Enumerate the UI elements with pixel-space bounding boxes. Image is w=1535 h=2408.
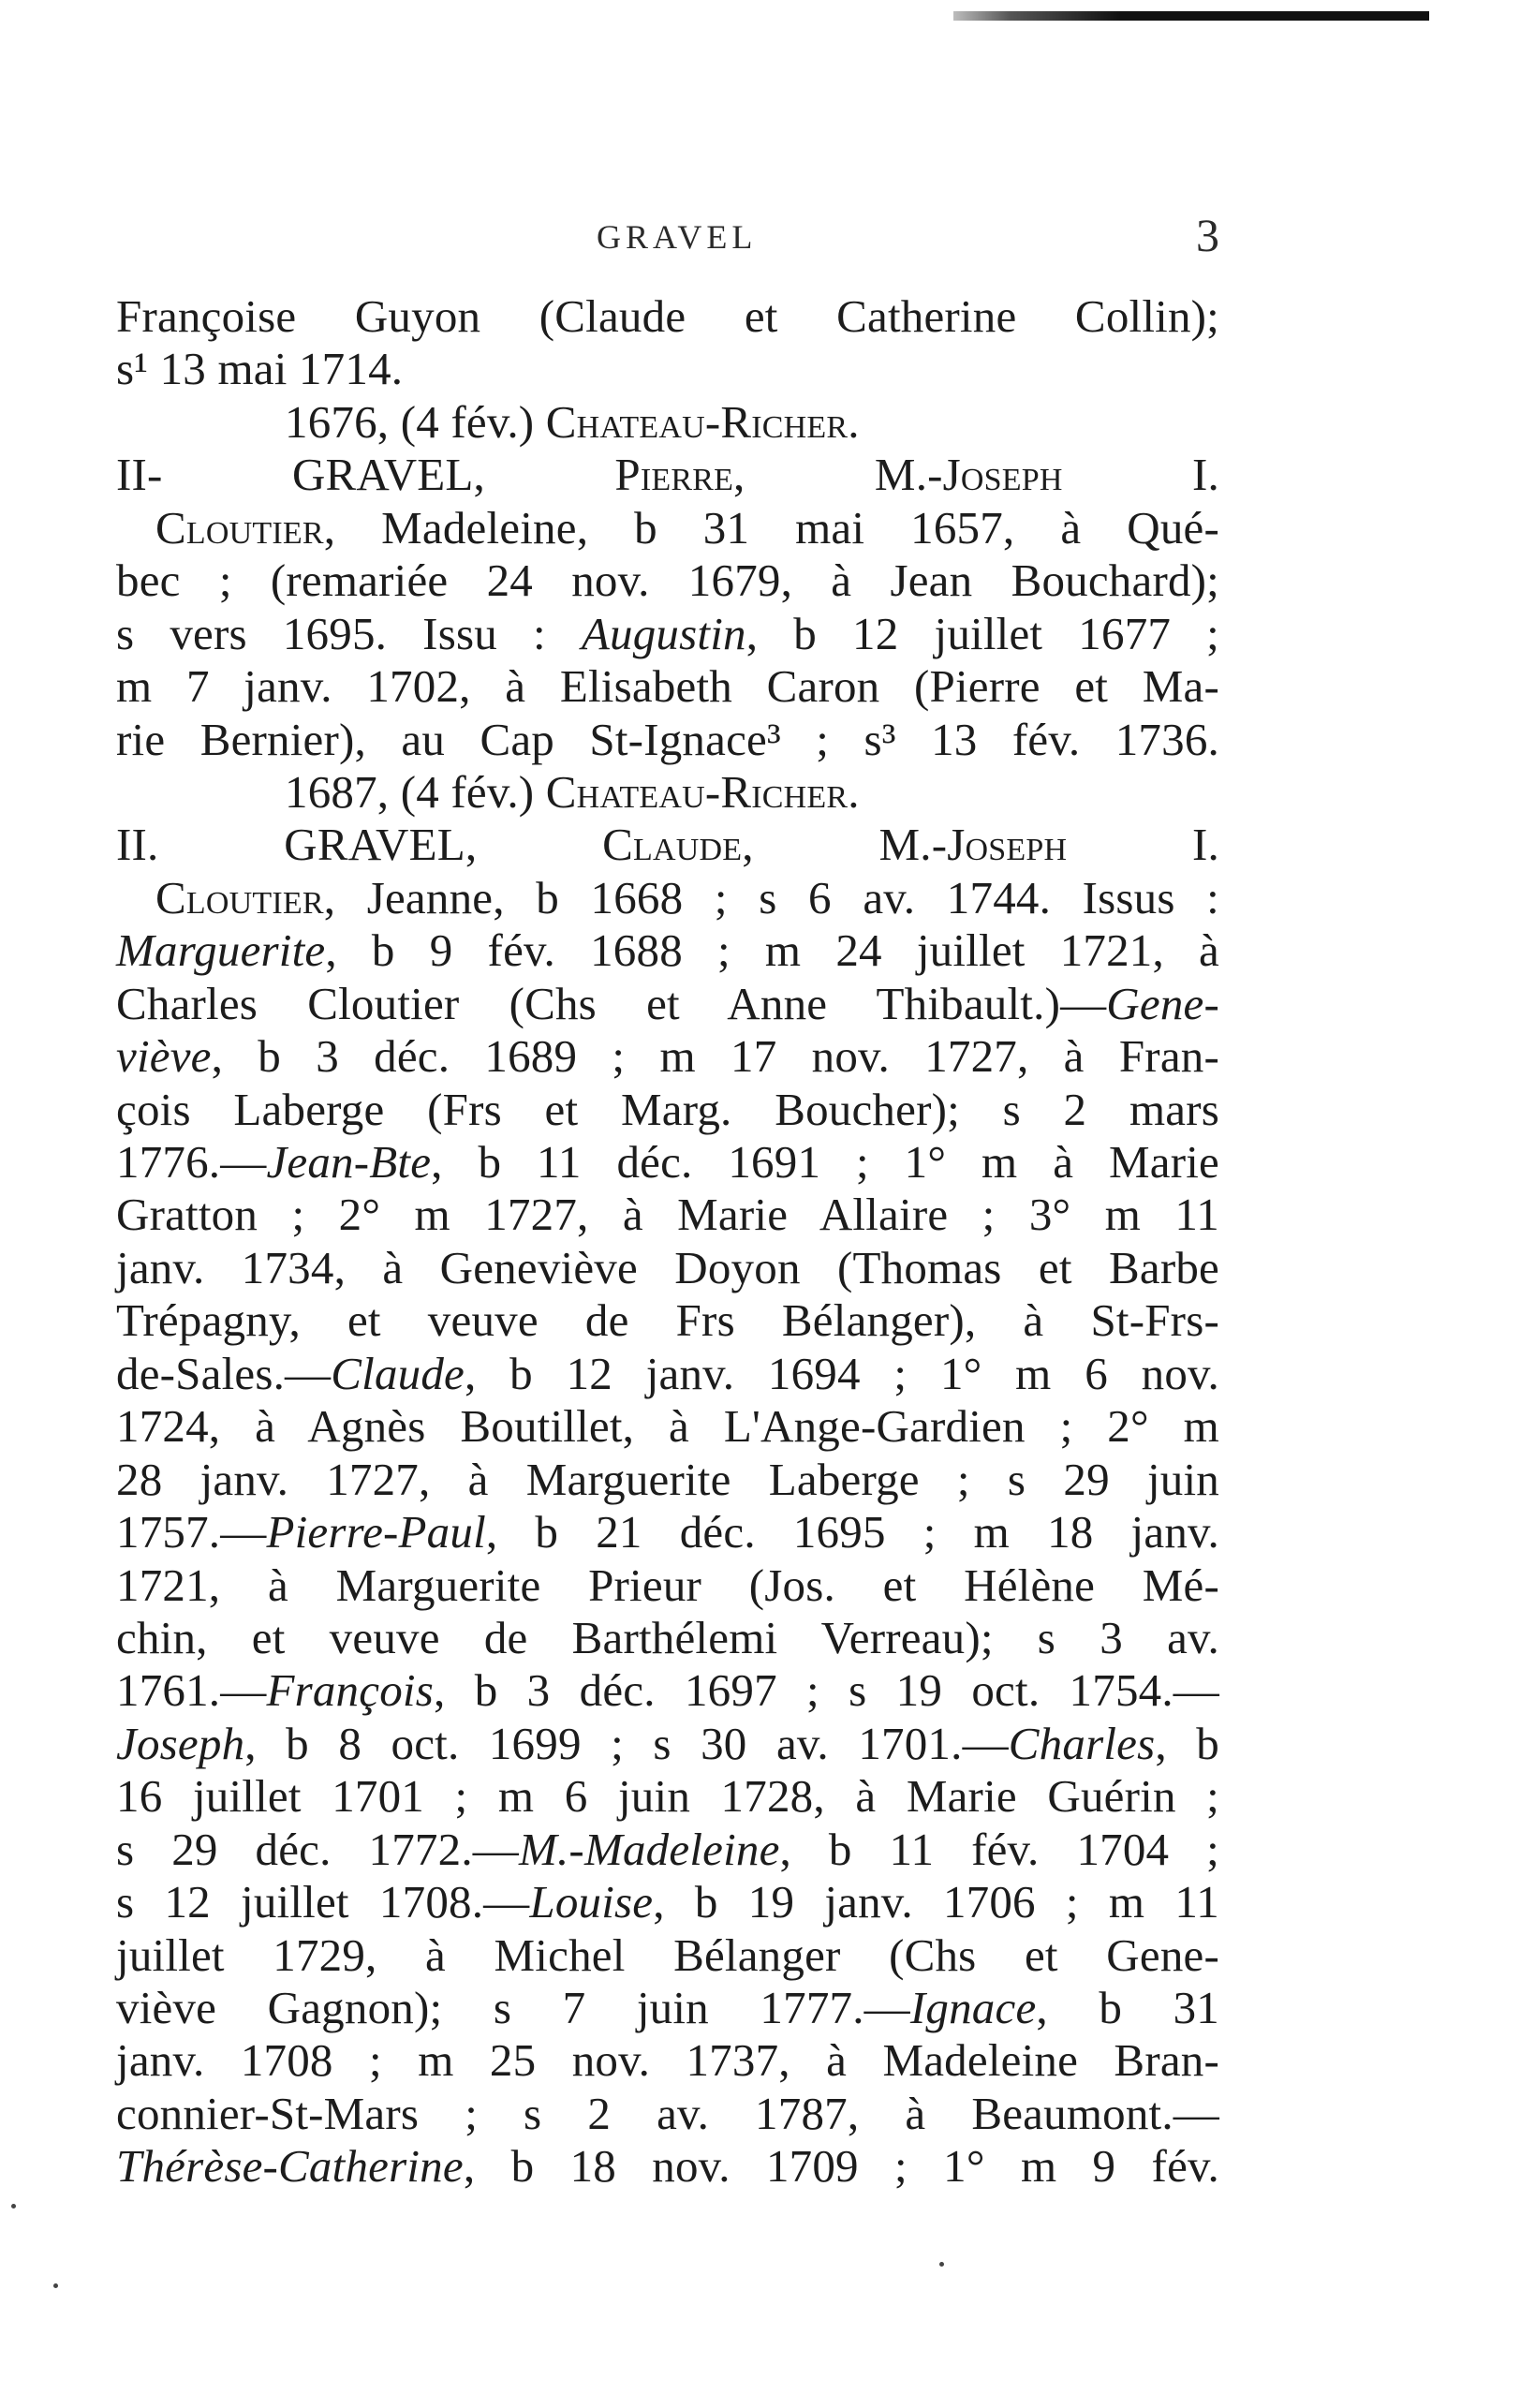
text-line: [116, 714, 1219, 766]
text-span: , Jeanne, b 1668 ; s 6 av. 1744. Issus :: [323, 871, 1219, 923]
text-line: [116, 1400, 1219, 1453]
text-span: 1761.—: [116, 1664, 267, 1717]
text-span: , b 12 janv. 1694 ; 1° m 6 nov.: [465, 1347, 1219, 1399]
child-name: Claude: [331, 1347, 465, 1399]
text-line: [116, 1294, 1219, 1347]
text-span: , b 31: [1036, 1982, 1219, 2033]
entry-heading: [116, 819, 1219, 871]
text-span: s 29 déc. 1772.—: [116, 1823, 519, 1875]
entry-given-name: Pierre,: [614, 449, 745, 501]
text-span: 1724, à Agnès Boutillet, à L'Ange-Gardien ; 2° m: [116, 1400, 1219, 1453]
text-line: [116, 1982, 1219, 2034]
text-line: [116, 872, 1219, 924]
text-span: , b: [1155, 1717, 1219, 1769]
text-line: [116, 343, 1219, 395]
text-span: m 7 janv. 1702, à Elisabeth Caron (Pierre et Ma-: [116, 660, 1219, 713]
text-line: [116, 1242, 1219, 1294]
text-span: rie Bernier), au Cap St-Ignace³ ; s³ 13 fév. 1736.: [116, 713, 1219, 765]
text-line: [116, 1506, 1219, 1559]
text-line: [116, 978, 1219, 1030]
child-name: Augustin: [581, 607, 746, 659]
text-line: [116, 502, 1219, 554]
text-span: s 12 juillet 1708.—: [116, 1876, 530, 1928]
text-span: , b 3 déc. 1689 ; m 17 nov. 1727, à Fran-: [211, 1030, 1219, 1083]
text-span: 16 juillet 1701 ; m 6 juin 1728, à Marie Guérin ;: [116, 1770, 1219, 1823]
text-line: [116, 1348, 1219, 1400]
marriage-date: 1676, (4 fév.): [285, 395, 546, 448]
text-line: [116, 1664, 1219, 1717]
text-span: viève Gagnon); s 7 juin 1777.—: [116, 1982, 910, 2033]
text-line: [116, 1770, 1219, 1823]
child-name: Gene-: [1106, 977, 1219, 1029]
text-line: [116, 1084, 1219, 1136]
entry-heading: [116, 449, 1219, 501]
text-span: Françoise Guyon (Claude et Catherine Collin);: [116, 290, 1219, 342]
text-span: , b 11 fév. 1704 ;: [779, 1823, 1219, 1875]
text-span: janv. 1708 ; m 25 nov. 1737, à Madeleine Bran-: [116, 2034, 1219, 2087]
child-name: François: [266, 1664, 434, 1717]
running-title: GRAVEL: [597, 218, 758, 256]
text-span: chin, et veuve de Barthélemi Verreau); s 3 av.: [116, 1611, 1219, 1663]
text-span: juillet 1729, à Michel Bélanger (Chs et Gene-: [116, 1928, 1219, 1981]
text-line: [116, 1136, 1219, 1189]
text-span: connier-St-Mars ; s 2 av. 1787, à Beaumont.—: [116, 2087, 1219, 2139]
text-line: [116, 290, 1219, 343]
top-rule: [953, 11, 1429, 21]
text-span: janv. 1734, à Geneviève Doyon (Thomas et Barbe: [116, 1241, 1219, 1293]
marriage-place: Chateau-Richer.: [545, 395, 860, 448]
stray-mark: [11, 2204, 16, 2209]
child-name: Pierre-Paul: [266, 1506, 486, 1559]
marriage-place: Chateau-Richer.: [545, 765, 860, 818]
child-name: M.-Madeleine: [518, 1823, 780, 1875]
text-line: [116, 2088, 1219, 2140]
text-span: , b 11 déc. 1691 ; 1° m à Marie: [431, 1136, 1219, 1188]
text-line: [116, 2034, 1219, 2087]
stray-mark: [939, 2262, 944, 2267]
marriage-date: 1687, (4 fév.): [285, 765, 546, 818]
text-span: , b 21 déc. 1695 ; m 18 janv.: [485, 1506, 1219, 1559]
spouse-surname: Cloutier: [155, 501, 324, 554]
text-span: 1757.—: [116, 1506, 267, 1559]
text-span: , Madeleine, b 31 mai 1657, à Qué-: [323, 501, 1219, 554]
running-head: [116, 209, 1219, 264]
entry-parent-ref: M.-Joseph I.: [878, 819, 1219, 871]
spouse-surname: Cloutier: [155, 871, 324, 923]
entry-name: II. GRAVEL,: [116, 819, 603, 871]
page-number: 3: [1196, 209, 1219, 261]
text-line: [116, 1612, 1219, 1664]
text-line: [116, 1189, 1219, 1241]
text-span: , b 19 janv. 1706 ; m 11: [653, 1876, 1220, 1928]
text-span: 1776.—: [116, 1136, 267, 1188]
entry-given-name: Claude,: [602, 819, 754, 871]
text-span: Gratton ; 2° m 1727, à Marie Allaire ; 3° m 11: [116, 1189, 1219, 1241]
entry-name: II- GRAVEL,: [116, 449, 615, 501]
text-line: [116, 1559, 1219, 1612]
text-span: çois Laberge (Frs et Marg. Boucher); s 2 mars: [116, 1083, 1219, 1135]
body-text: [116, 290, 1219, 2194]
stray-mark: [53, 2283, 58, 2288]
child-name: viève: [116, 1030, 212, 1083]
text-span: , b 18 nov. 1709 ; 1° m 9 fév.: [463, 2140, 1219, 2193]
child-name: Ignace: [909, 1982, 1037, 2033]
text-line: [116, 1454, 1219, 1506]
text-span: , b 3 déc. 1697 ; s 19 oct. 1754.—: [433, 1664, 1219, 1717]
text-span: 28 janv. 1727, à Marguerite Laberge ; s 29 juin: [116, 1453, 1219, 1505]
text-span: bec ; (remariée 24 nov. 1679, à Jean Bouchard);: [116, 554, 1219, 607]
text-span: Trépagny, et veuve de Frs Bélanger), à St-Frs-: [116, 1294, 1219, 1347]
child-name: Charles: [1008, 1717, 1156, 1769]
date-place-line: [116, 766, 1219, 819]
text-line: [116, 924, 1219, 977]
text-line: [116, 1929, 1219, 1982]
text-line: [116, 554, 1219, 607]
text-line: [116, 608, 1219, 660]
text-line: [116, 1030, 1219, 1083]
text-span: , b 8 oct. 1699 ; s 30 av. 1701.—: [244, 1717, 1009, 1769]
text-line: [116, 1824, 1219, 1876]
text-span: , b 12 juillet 1677 ;: [745, 607, 1219, 659]
text-span: s¹ 13 mai 1714.: [116, 343, 404, 395]
child-name: Jean-Bte: [266, 1136, 432, 1188]
entry-parent-ref: M.-Joseph I.: [874, 449, 1219, 501]
text-span: 1721, à Marguerite Prieur (Jos. et Hélène Mé-: [116, 1559, 1219, 1611]
text-line: [116, 1718, 1219, 1770]
child-name: Louise: [529, 1876, 654, 1928]
text-span: s vers 1695. Issu :: [116, 607, 582, 659]
text-span: de-Sales.—: [116, 1347, 332, 1399]
child-name: Thérèse-Catherine: [116, 2140, 464, 2193]
child-name: Marguerite: [116, 924, 326, 977]
text-span: , b 9 fév. 1688 ; m 24 juillet 1721, à: [325, 924, 1219, 977]
child-name: Joseph: [116, 1717, 245, 1769]
text-line: [116, 1876, 1219, 1928]
text-span: Charles Cloutier (Chs et Anne Thibault.)—: [116, 977, 1107, 1029]
text-line: [116, 660, 1219, 713]
text-line: [116, 2140, 1219, 2193]
date-place-line: [116, 396, 1219, 449]
